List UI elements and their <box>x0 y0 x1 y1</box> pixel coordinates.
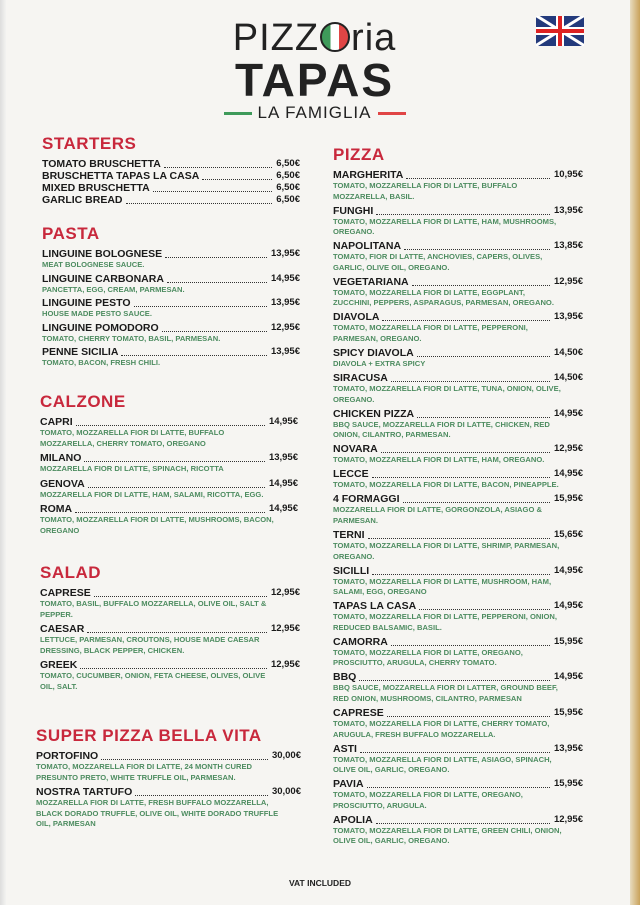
section-title: PASTA <box>42 224 100 243</box>
item-name: LINGUINE CARBONARA <box>42 272 164 285</box>
menu-item <box>36 750 301 783</box>
menu-item-row <box>42 273 300 285</box>
item-name: CHICKEN PIZZA <box>333 407 415 420</box>
menu-item <box>333 814 583 847</box>
item-price: 14,95€ <box>553 468 583 480</box>
item-name: NAPOLITANA <box>333 240 402 253</box>
menu-item-row <box>333 529 583 541</box>
dot-leader <box>372 477 550 478</box>
dot-leader <box>126 203 273 204</box>
menu-item-row <box>42 194 300 206</box>
item-price: 14,50€ <box>553 346 583 358</box>
item-name: ASTI <box>333 742 357 755</box>
menu-item-row <box>333 408 583 420</box>
red-bar <box>378 112 406 115</box>
dot-leader <box>134 306 267 307</box>
dot-leader <box>202 179 272 180</box>
item-description: TOMATO, CUCUMBER, ONION, FETA CHEESE, OLIVES, OLIVE OIL, SALT. <box>40 671 266 691</box>
item-name: TERNI <box>333 529 365 542</box>
menu-item-row <box>333 205 583 217</box>
dot-leader <box>80 668 267 669</box>
item-description: MOZZARELLA FIOR DI LATTE, HAM, SALAMI, RICOTTA, EGG. <box>40 489 264 499</box>
item-name: CAPRESE <box>40 587 91 599</box>
dot-leader <box>376 214 550 215</box>
item-price: 15,95€ <box>553 635 583 647</box>
item-name: GREEK <box>40 659 78 671</box>
menu-item-row <box>42 170 300 182</box>
item-description: TOMATO, MOZZARELLA FIOR DI LATTE, OREGANO, PROSCIUTTO, ARUGULA. <box>333 790 523 810</box>
menu-item <box>40 623 300 656</box>
item-price: 14,95€ <box>270 272 300 284</box>
menu-item <box>42 248 300 271</box>
menu-section-calzone <box>40 392 298 539</box>
menu-section-pasta <box>42 224 300 371</box>
menu-item <box>40 416 298 449</box>
menu-item-row <box>333 565 583 577</box>
menu-item-row <box>333 169 583 181</box>
dot-leader <box>162 331 267 332</box>
dot-leader <box>406 178 550 179</box>
item-price: 14,95€ <box>553 600 583 612</box>
dot-leader <box>391 645 550 646</box>
menu-item <box>42 170 300 182</box>
item-description: TOMATO, MOZZARELLA FIOR DI LATTE, MUSHROOM, HAM, SALAMI, EGG, OREGANO <box>333 576 552 597</box>
menu-item-row <box>40 659 300 671</box>
menu-item-row <box>333 636 583 648</box>
item-description: TOMATO, MOZZARELLA FIOR DI LATTE, SHRIMP, PARMESAN, OREGANO. <box>333 541 560 561</box>
item-price: 12,95€ <box>553 813 583 825</box>
menu-item <box>333 707 583 740</box>
dot-leader <box>368 538 550 539</box>
item-description: PANCETTA, EGG, CREAM, PARMESAN. <box>42 284 185 294</box>
menu-item-row <box>42 248 300 260</box>
green-bar <box>224 112 252 115</box>
item-description: TOMATO, MOZZARELLA FIOR DI LATTE, HAM, MUSHROOMS, OREGANO. <box>333 216 557 237</box>
item-price: 30,00€ <box>271 750 301 761</box>
item-description: TOMATO, MOZZARELLA FIOR DI LATTE, EGGPLANT, ZUCCHINI, PEPPERS, ASPARAGUS, PARMESAN, OREGANO. <box>333 287 554 308</box>
menu-item <box>333 743 583 776</box>
item-name: APOLIA <box>333 813 373 826</box>
dot-leader <box>381 452 550 453</box>
menu-item-row <box>42 322 300 334</box>
menu-item <box>333 671 583 704</box>
item-price: 14,95€ <box>553 564 583 576</box>
item-name: ROMA <box>40 503 73 515</box>
menu-item <box>333 347 583 370</box>
item-name: LECCE <box>333 468 369 481</box>
item-price: 6,50€ <box>276 194 300 205</box>
item-price: 13,95€ <box>270 297 300 308</box>
logo-text-pizz: PIZZ <box>232 17 320 59</box>
dot-leader <box>376 823 550 824</box>
menu-item <box>333 778 583 811</box>
dot-leader <box>75 512 265 513</box>
menu-item <box>333 468 583 491</box>
item-price: 15,95€ <box>553 493 583 505</box>
menu-section-starters <box>42 134 300 206</box>
uk-flag-icon[interactable] <box>536 16 584 46</box>
menu-item <box>42 346 300 369</box>
item-name: NOVARA <box>333 443 378 456</box>
menu-item-row <box>333 240 583 252</box>
dot-leader <box>359 680 550 681</box>
item-name: DIAVOLA <box>333 311 380 324</box>
item-price: 6,50€ <box>276 158 300 169</box>
dot-leader <box>135 795 268 796</box>
item-price: 12,95€ <box>270 659 300 670</box>
menu-item-row <box>40 587 300 599</box>
dot-leader <box>417 417 550 418</box>
section-title: PIZZA <box>333 145 385 164</box>
item-description: TOMATO, MOZZARELLA FIOR DI LATTE, HAM, OREGANO. <box>333 455 545 465</box>
menu-item-row <box>40 452 298 464</box>
dot-leader <box>404 249 550 250</box>
item-name: 4 FORMAGGI <box>333 493 400 506</box>
menu-item-row <box>42 346 300 358</box>
item-price: 13,95€ <box>270 248 300 259</box>
item-name: CAPRI <box>40 416 73 428</box>
dot-leader <box>372 574 550 575</box>
dot-leader <box>412 285 550 286</box>
menu-item-row <box>42 158 300 170</box>
item-name: MILANO <box>40 452 82 464</box>
item-description: TOMATO, MOZZARELLA FIOR DI LATTE, BACON, PINEAPPLE. <box>333 480 559 490</box>
menu-item <box>333 240 583 273</box>
menu-item <box>333 311 583 344</box>
menu-item-row <box>333 778 583 790</box>
menu-item <box>40 503 298 536</box>
dot-leader <box>101 759 268 760</box>
menu-item <box>333 372 583 405</box>
dot-leader <box>387 716 550 717</box>
menu-item-row <box>333 671 583 683</box>
item-description: TOMATO, MOZZARELLA FIOR DI LATTE, ASIAGO, SPINACH, OLIVE OIL, GARLIC, OREGANO. <box>333 754 552 775</box>
item-name: LINGUINE BOLOGNESE <box>42 248 163 260</box>
item-description: TOMATO, BACON, FRESH CHILI. <box>42 358 161 367</box>
menu-item <box>40 587 300 620</box>
dot-leader <box>382 320 549 321</box>
item-description: TOMATO, MOZZARELLA FIOR DI LATTE, GREEN CHILI, ONION, OLIVE OIL, GARLIC, OREGANO. <box>333 825 562 846</box>
menu-item-row <box>333 707 583 719</box>
item-description: TOMATO, MOZZARELLA FIOR DI LATTE, BUFFALO MOZZARELLA, BASIL. <box>333 181 518 201</box>
item-price: 15,95€ <box>553 778 583 790</box>
menu-item-row <box>333 443 583 455</box>
item-price: 13,85€ <box>553 240 583 252</box>
dot-leader <box>121 355 267 356</box>
dot-leader <box>76 425 265 426</box>
menu-item-row <box>333 493 583 505</box>
item-description: HOUSE MADE PESTO SAUCE. <box>42 309 152 318</box>
menu-item-row <box>36 750 301 762</box>
dot-leader <box>165 257 267 258</box>
item-price: 15,65€ <box>553 529 583 541</box>
menu-item <box>333 636 583 669</box>
section-title: SALAD <box>40 563 102 582</box>
item-price: 12,95€ <box>270 623 300 634</box>
menu-item-row <box>333 814 583 826</box>
item-name: SIRACUSA <box>333 372 388 385</box>
dot-leader <box>88 487 265 488</box>
menu-item-row <box>333 600 583 612</box>
menu-item-row <box>333 311 583 323</box>
item-price: 12,95€ <box>270 587 300 598</box>
restaurant-logo <box>212 18 417 124</box>
menu-item-row <box>40 623 300 635</box>
dot-leader <box>360 752 550 753</box>
item-description: TOMATO, MOZZARELLA FIOR DI LATTE, PEPPERONI, PARMESAN, OREGANO. <box>333 323 528 343</box>
menu-item <box>40 478 298 501</box>
menu-item <box>333 443 583 466</box>
menu-item <box>333 408 583 441</box>
item-price: 10,95€ <box>553 169 583 180</box>
dot-leader <box>167 282 267 283</box>
item-name: CAESAR <box>40 623 85 635</box>
item-price: 30,00€ <box>271 786 301 797</box>
dot-leader <box>164 167 272 168</box>
item-name: GENOVA <box>40 477 85 490</box>
item-description: BBQ SAUCE, MOZZARELLA FIOR DI LATTE, CHICKEN, RED ONION, CILANTRO, PARMESAN. <box>333 419 550 440</box>
item-price: 12,95€ <box>553 443 583 455</box>
section-title: STARTERS <box>42 134 137 153</box>
vat-note: VAT INCLUDED <box>288 878 351 888</box>
item-price: 14,95€ <box>268 416 298 427</box>
item-description: TOMATO, MOZZARELLA FIOR DI LATTE, CHERRY TOMATO, ARUGULA, FRESH BUFFALO MOZZARELLA. <box>333 719 550 739</box>
photo-left-edge <box>0 0 6 905</box>
dot-leader <box>417 356 550 357</box>
item-price: 14,95€ <box>553 407 583 419</box>
item-price: 14,95€ <box>268 477 298 489</box>
menu-item <box>42 297 300 320</box>
menu-section-salad <box>40 563 300 695</box>
menu-item <box>333 205 583 238</box>
menu-item <box>333 493 583 526</box>
item-description: TOMATO, MOZZARELLA FIOR DI LATTE, MUSHROOMS, BACON, OREGANO <box>40 515 274 535</box>
item-description: MOZZARELLA FIOR DI LATTE, SPINACH, RICOTTA <box>40 464 224 473</box>
menu-item <box>42 182 300 194</box>
logo-tapas: TAPAS <box>234 54 395 106</box>
item-name: MARGHERITA <box>333 169 404 181</box>
item-price: 13,95€ <box>553 204 583 216</box>
item-name: PORTOFINO <box>36 750 99 762</box>
item-price: 13,95€ <box>268 452 298 463</box>
item-price: 13,95€ <box>553 742 583 754</box>
item-description: BBQ SAUCE, MOZZARELLA FIOR DI LATTER, GROUND BEEF, RED ONION, MUSHROOMS, CILANTRO, PARMESAN <box>333 683 558 703</box>
item-price: 6,50€ <box>276 182 300 193</box>
item-description: TOMATO, MOZZARELLA FIOR DI LATTE, BUFFALO MOZZARELLA, CHERRY TOMATO, OREGANO <box>40 428 225 448</box>
dot-leader <box>87 632 267 633</box>
item-name: LINGUINE POMODORO <box>42 321 159 334</box>
dot-leader <box>419 609 550 610</box>
item-name: CAPRESE <box>333 707 384 719</box>
item-description: MEAT BOLOGNESE SAUCE. <box>42 260 145 269</box>
item-name: FUNGHI <box>333 204 374 217</box>
menu-item-row <box>42 297 300 309</box>
logo-text-ria: ria <box>351 17 397 59</box>
menu-item-row <box>36 786 301 798</box>
item-name: LINGUINE PESTO <box>42 297 131 309</box>
menu-item <box>42 322 300 345</box>
item-price: 15,95€ <box>553 707 583 718</box>
item-name: BBQ <box>333 671 357 684</box>
item-name: TAPAS LA CASA <box>333 600 417 613</box>
item-description: TOMATO, MOZZARELLA FIOR DI LATTE, 24 MONTH CURED PRESUNTO PRETO, WHITE TRUFFLE OIL, PARMESAN. <box>36 762 252 782</box>
item-description: TOMATO, MOZZARELLA FIOR DI LATTE, TUNA, ONION, OLIVE, OREGANO. <box>333 384 561 404</box>
item-price: 12,95€ <box>553 275 583 287</box>
section-title: SUPER PIZZA BELLA VITA <box>36 726 262 745</box>
item-price: 12,95€ <box>270 321 300 333</box>
logo-pizzaria <box>212 18 417 58</box>
dot-leader <box>367 787 550 788</box>
item-price: 6,50€ <box>276 170 300 181</box>
item-name: BRUSCHETTA TAPAS LA CASA <box>42 170 200 182</box>
item-price: 13,95€ <box>553 311 583 323</box>
item-description: MOZZARELLA FIOR DI LATTE, FRESH BUFFALO MOZZARELLA, BLACK DORADO TRUFFLE, OLIVE OIL, WHITE DORADO TRUFFLE OIL, PARMESAN <box>36 798 279 828</box>
menu-item <box>333 600 583 633</box>
menu-item-row <box>333 347 583 359</box>
item-name: PAVIA <box>333 778 364 791</box>
italian-flag-o-icon <box>320 22 350 52</box>
item-name: VEGETARIANA <box>333 275 409 288</box>
item-name: NOSTRA TARTUFO <box>36 786 133 798</box>
menu-item <box>40 452 298 475</box>
menu-item-row <box>40 478 298 490</box>
item-description: MOZZARELLA FIOR DI LATTE, GORGONZOLA, ASIAGO & PARMESAN. <box>333 505 542 525</box>
item-description: DIAVOLA + EXTRA SPICY <box>333 358 426 368</box>
item-description: TOMATO, MOZZARELLA FIOR DI LATTE, PEPPERONI, ONION, REDUCED BALSAMIC, BASIL. <box>333 612 558 632</box>
menu-item-row <box>333 372 583 384</box>
menu-item <box>42 194 300 206</box>
dot-leader <box>391 381 550 382</box>
dot-leader <box>403 502 550 503</box>
menu-item <box>36 786 301 830</box>
dot-leader <box>84 461 265 462</box>
wooden-frame-edge <box>630 0 640 905</box>
menu-item <box>333 529 583 562</box>
item-price: 14,95€ <box>268 503 298 514</box>
menu-item-row <box>333 468 583 480</box>
menu-item-row <box>40 416 298 428</box>
item-description: LETTUCE, PARMESAN, CROUTONS, HOUSE MADE CAESAR DRESSING, BLACK PEPPER, CHICKEN. <box>40 635 260 655</box>
menu-item <box>42 158 300 170</box>
menu-item-row <box>333 276 583 288</box>
item-description: TOMATO, FIOR DI LATTE, ANCHOVIES, CAPERS, OLIVES, GARLIC, OLIVE OIL, OREGANO. <box>333 252 543 272</box>
item-name: TOMATO BRUSCHETTA <box>42 158 161 170</box>
menu-item-row <box>333 743 583 755</box>
menu-item <box>42 273 300 296</box>
menu-item-row <box>42 182 300 194</box>
item-name: SICILLI <box>333 564 370 577</box>
item-description: TOMATO, BASIL, BUFFALO MOZZARELLA, OLIVE OIL, SALT & PEPPER. <box>40 599 267 619</box>
item-price: 13,95€ <box>270 346 300 357</box>
dot-leader <box>153 191 272 192</box>
dot-leader <box>94 596 267 597</box>
menu-item <box>40 659 300 692</box>
item-description: TOMATO, CHERRY TOMATO, BASIL, PARMESAN. <box>42 333 221 343</box>
menu-item <box>333 276 583 309</box>
item-name: SPICY DIAVOLA <box>333 346 414 359</box>
menu-item-row <box>40 503 298 515</box>
section-title: CALZONE <box>40 392 126 411</box>
item-name: CAMORRA <box>333 635 388 648</box>
item-description: TOMATO, MOZZARELLA FIOR DI LATTE, OREGANO, PROSCIUTTO, ARUGULA, CHERRY TOMATO. <box>333 647 523 668</box>
menu-item <box>333 169 583 202</box>
menu-item <box>333 565 583 598</box>
logo-subtitle: LA FAMIGLIA <box>257 103 372 122</box>
item-name: GARLIC BREAD <box>42 194 123 206</box>
item-name: PENNE SICILIA <box>42 346 119 358</box>
menu-section-super-pizza-bella-vita <box>36 726 301 833</box>
item-name: MIXED BRUSCHETTA <box>42 182 150 194</box>
item-price: 14,95€ <box>553 671 583 683</box>
menu-section-pizza <box>333 145 583 849</box>
item-price: 14,50€ <box>553 372 583 384</box>
